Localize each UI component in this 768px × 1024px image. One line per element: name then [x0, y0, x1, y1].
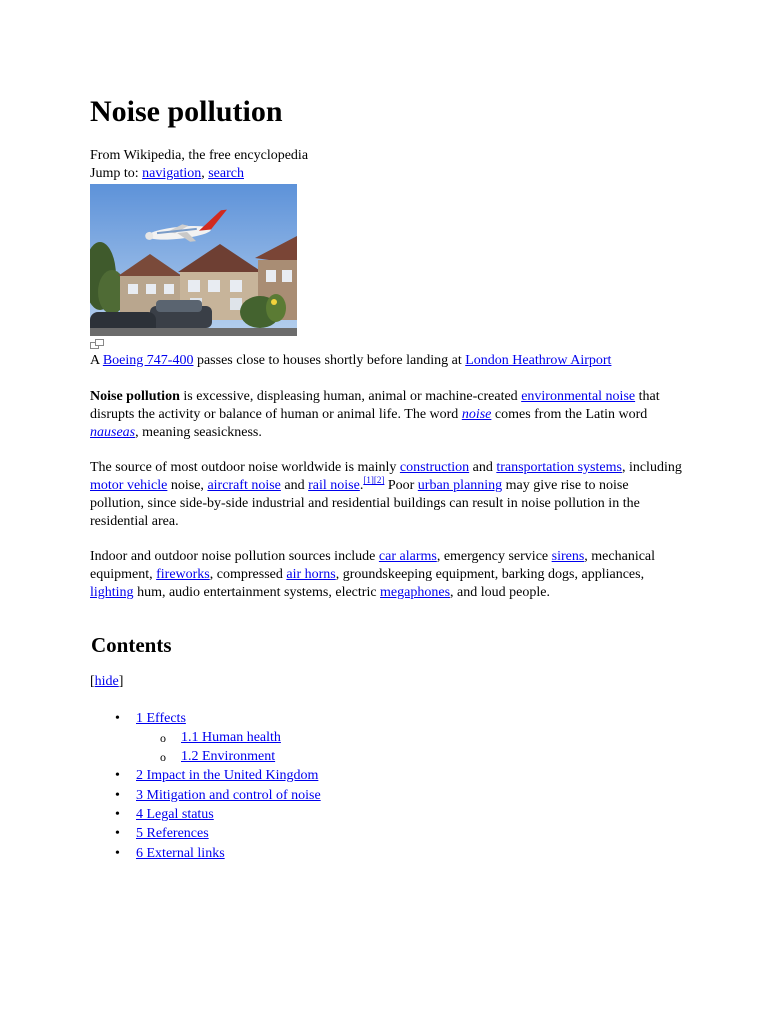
enlarge-icon[interactable]: [90, 337, 682, 347]
toc-link-human-health[interactable]: 1.1 Human health: [181, 729, 281, 745]
text: , including: [621, 460, 682, 475]
toc-link-impact-uk[interactable]: 2 Impact in the United Kingdom: [136, 768, 319, 784]
text: The source of most outdoor noise worldwide is mainly: [90, 460, 400, 475]
text: is excessive, displeasing human, animal or machine-created: [179, 389, 522, 404]
text: Poor: [384, 478, 418, 493]
toc-item: [90, 806, 682, 825]
text: , emergency service: [436, 549, 552, 564]
hide-toc-link[interactable]: hide: [94, 674, 119, 689]
nauseas-link[interactable]: nauseas: [90, 425, 136, 440]
noise-link[interactable]: noise: [461, 407, 492, 422]
caption-text: passes close to houses shortly before landing at: [193, 353, 466, 368]
text: that disrupts the activity or balance of human or animal life. The word: [90, 389, 660, 422]
toc-link-references[interactable]: 5 References: [136, 826, 209, 842]
paragraph-indoor-outdoor: [90, 548, 682, 602]
site-tagline: From Wikipedia, the free encyclopedia: [90, 148, 309, 163]
toc-link-environment[interactable]: 1.2 Environment: [181, 748, 276, 764]
toc-subitem: [136, 729, 682, 748]
jump-links: [90, 165, 682, 183]
toc-item: [90, 767, 682, 786]
paragraph-sources: [90, 459, 682, 531]
paragraph-intro: [90, 388, 682, 442]
article: [90, 94, 682, 864]
bracket-close: ]: [118, 674, 124, 689]
text: and: [469, 460, 497, 475]
fireworks-link[interactable]: fireworks: [156, 567, 210, 582]
text: comes from the Latin word: [491, 407, 648, 422]
toc-item: [90, 787, 682, 806]
airplane-photo[interactable]: [90, 184, 297, 336]
text: may give rise to noise pollution, since side-by-side industrial and residential buildings can result in noise pollution in the residential area.: [90, 478, 640, 529]
search-link[interactable]: search: [208, 166, 244, 181]
car-alarms-link[interactable]: car alarms: [378, 549, 437, 564]
air-horns-link[interactable]: air horns: [286, 567, 336, 582]
text: and: [280, 478, 309, 493]
text: Indoor and outdoor noise pollution sources include: [90, 549, 379, 564]
boeing-link[interactable]: Boeing 747-400: [102, 353, 194, 368]
navigation-link[interactable]: navigation: [142, 166, 202, 181]
sirens-link[interactable]: sirens: [551, 549, 585, 564]
text: , mechanical equipment,: [90, 549, 656, 582]
text: .: [359, 478, 364, 493]
heathrow-link[interactable]: London Heathrow Airport: [465, 353, 612, 368]
toc-item: [90, 710, 682, 767]
image-caption: [90, 352, 682, 370]
megaphones-link[interactable]: megaphones: [380, 585, 451, 600]
reference-link[interactable]: [1][2]: [363, 475, 385, 485]
toc-item: [90, 825, 682, 844]
bold-term: Noise pollution: [90, 389, 180, 404]
bracket-open: [: [90, 674, 95, 689]
table-of-contents: [90, 710, 682, 864]
toc-link-effects[interactable]: 1 Effects: [136, 711, 186, 726]
text: noise,: [167, 478, 208, 493]
toc-item: [90, 845, 682, 864]
toc-link-legal-status[interactable]: 4 Legal status: [136, 807, 214, 823]
urban-planning-link[interactable]: urban planning: [417, 478, 503, 493]
construction-link[interactable]: construction: [399, 460, 470, 475]
toc-link-external-links[interactable]: 6 External links: [136, 845, 225, 861]
jump-prefix: Jump to:: [90, 166, 143, 181]
transportation-systems-link[interactable]: transportation systems: [496, 460, 622, 475]
text: , groundskeeping equipment, barking dogs, appliances,: [335, 567, 645, 582]
environmental-noise-link[interactable]: environmental noise: [521, 389, 636, 404]
toc-toggle: [90, 673, 682, 691]
aircraft-noise-link[interactable]: aircraft noise: [207, 478, 281, 493]
text: , and loud people.: [450, 585, 550, 600]
toc-subitem: [136, 748, 682, 767]
motor-vehicle-link[interactable]: motor vehicle: [90, 478, 168, 493]
rail-noise-link[interactable]: rail noise: [308, 478, 360, 493]
contents-heading: Contents: [91, 633, 172, 657]
page-title: Noise pollution: [90, 95, 283, 128]
jump-separator: ,: [201, 166, 209, 181]
lighting-link[interactable]: lighting: [90, 585, 134, 600]
text: , compressed: [209, 567, 287, 582]
text: hum, audio entertainment systems, electric: [133, 585, 381, 600]
toc-link-mitigation[interactable]: 3 Mitigation and control of noise: [136, 787, 321, 803]
caption-text: A: [90, 353, 103, 368]
text: , meaning seasickness.: [135, 425, 262, 440]
